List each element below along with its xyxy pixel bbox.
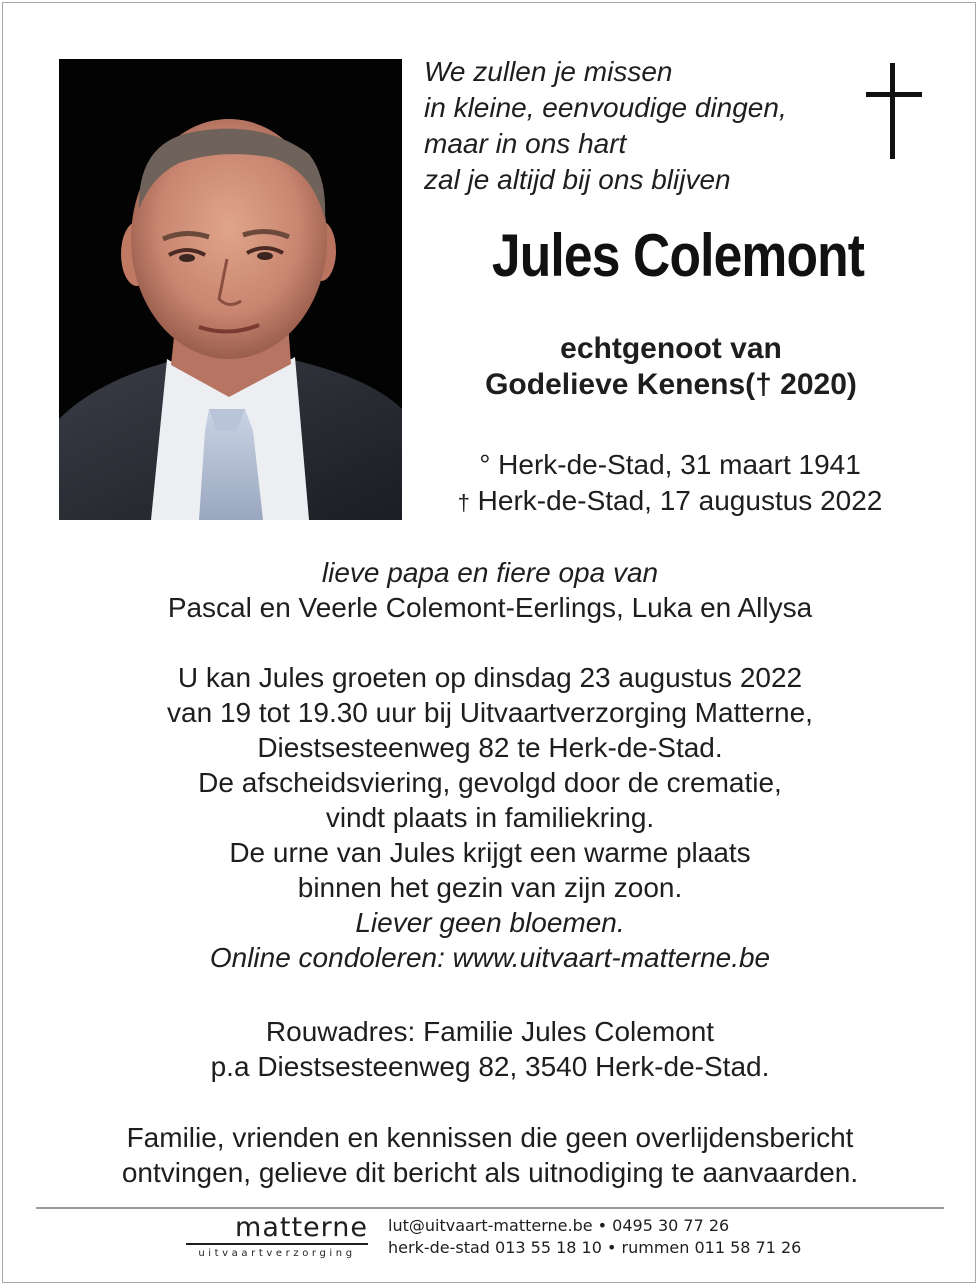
logo-wordmark: matterne — [235, 1212, 368, 1243]
invitation-notice — [60, 1120, 920, 1190]
birth-line — [420, 447, 920, 483]
ceremony-line: binnen het gezin van zijn zoon. — [297, 872, 683, 903]
poem-line: maar in ons hart — [424, 128, 627, 159]
family-block — [60, 555, 920, 625]
family-intro: lieve papa en fiere opa van — [321, 557, 659, 588]
ceremony-line: U kan Jules groeten op dinsdag 23 augustus 2022 — [177, 662, 803, 693]
memorial-poem — [424, 54, 854, 198]
deceased-name: Jules Colemont — [491, 222, 865, 289]
ceremony-line: De afscheidsviering, gevolgd door de crematie, — [198, 767, 782, 798]
death-line — [420, 483, 920, 521]
poem-line: We zullen je missen — [424, 56, 673, 87]
address-line: Rouwadres: Familie Jules Colemont — [265, 1016, 715, 1047]
contact-line-locations: herk-de-stad 013 55 18 10 • rummen 011 58 71 26 — [388, 1238, 802, 1257]
ceremony-line: Diestsesteenweg 82 te Herk-de-Stad. — [257, 732, 723, 763]
notice-line: Familie, vrienden en kennissen die geen overlijdensbericht — [126, 1122, 854, 1153]
death-symbol: † — [457, 490, 470, 515]
address-line: p.a Diestsesteenweg 82, 3540 Herk-de-Stad. — [210, 1051, 770, 1082]
poem-line: zal je altijd bij ons blijven — [424, 164, 731, 195]
contact-line-email-phone: lut@uitvaart-matterne.be • 0495 30 77 26 — [388, 1216, 730, 1235]
birth-symbol: ° — [479, 449, 491, 480]
life-dates — [420, 447, 920, 521]
death-date: Herk-de-Stad, 17 augustus 2022 — [477, 485, 883, 516]
spouse-block — [432, 331, 910, 403]
portrait-image — [59, 59, 402, 520]
spouse-label: echtgenoot van — [560, 332, 782, 365]
online-condolences: Online condoleren: www.uitvaart-matterne.be — [209, 942, 771, 973]
family-names: Pascal en Veerle Colemont-Eerlings, Luka en Allysa — [167, 592, 813, 623]
funeral-home-logo — [186, 1213, 368, 1263]
logo-tagline: uitvaartverzorging — [198, 1248, 356, 1259]
poem-line: in kleine, eenvoudige dingen, — [424, 92, 787, 123]
no-flowers-note: Liever geen bloemen. — [355, 907, 625, 938]
spouse-name: Godelieve Kenens(† 2020) — [485, 368, 857, 401]
ceremony-line: van 19 tot 19.30 uur bij Uitvaartverzorging Matterne, — [167, 697, 813, 728]
contact-info — [388, 1215, 808, 1259]
footer-divider — [36, 1207, 944, 1209]
ceremony-line: vindt plaats in familiekring. — [325, 802, 655, 833]
mourning-address — [60, 1014, 920, 1084]
ceremony-block — [60, 660, 920, 975]
logo-underline — [186, 1243, 368, 1245]
cross-icon — [866, 63, 922, 159]
notice-line: ontvingen, gelieve dit bericht als uitnodiging te aanvaarden. — [121, 1157, 859, 1188]
birth-date: Herk-de-Stad, 31 maart 1941 — [498, 449, 861, 480]
portrait-photo — [59, 59, 402, 520]
ceremony-line: De urne van Jules krijgt een warme plaats — [229, 837, 751, 868]
